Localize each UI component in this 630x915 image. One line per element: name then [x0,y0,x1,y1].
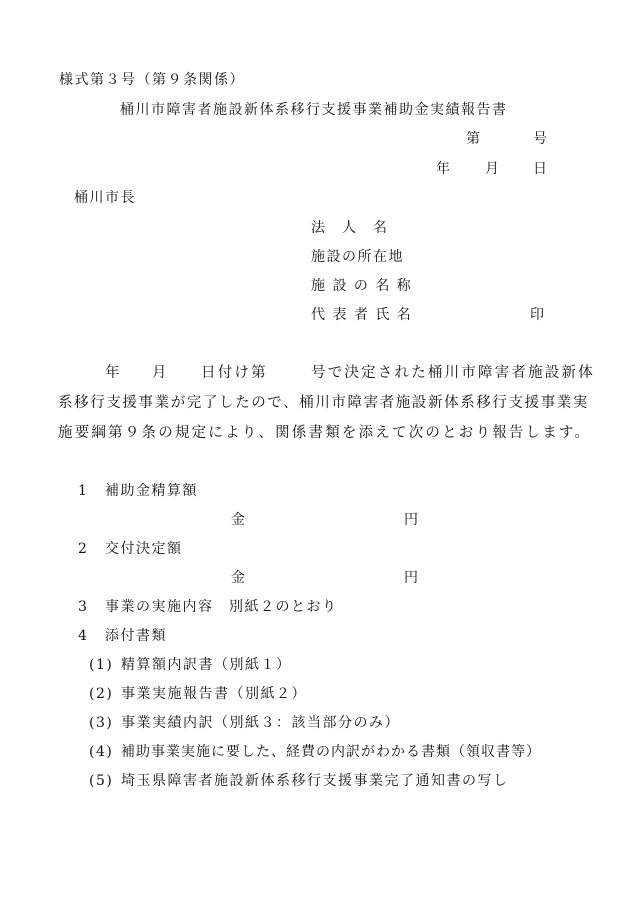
attachment-1-text: 精算額内訳書（別紙１） [121,657,292,673]
item-3-number: 3 [78,599,89,615]
item-1-number: 1 [78,483,89,499]
attachment-5-text: 埼玉県障害者施設新体系移行支援事業完了通知書の写し [121,773,509,789]
body-line-3: 施要綱第９条の規定により、関係書類を添えて次のとおり報告します。 [58,425,592,441]
item-1-label: 補助金精算額 [105,483,198,499]
attachment-1-number: (1) [89,657,114,673]
body-line-2: 系移行支援事業が完了したので、桶川市障害者施設新体系移行支援事業実 [58,395,590,411]
item-2-amount-suffix: 円 [404,570,420,586]
body-year: 年 [105,365,122,381]
addressee: 桶川市長 [74,190,136,206]
corporation-name-label: 法 人 名 [311,220,389,236]
seal-mark: 印 [530,307,546,323]
attachment-3-text: 事業実績内訳（別紙３：該当部分のみ） [121,715,400,731]
date-month: 月 [485,161,501,177]
facility-name-label: 施 設 の 名 称 [311,278,413,294]
item-2-amount-prefix: 金 [231,570,247,586]
date-year: 年 [436,161,452,177]
document-no-prefix: 第 [466,131,482,147]
item-2-number: 2 [78,541,89,557]
item-1-amount-suffix: 円 [404,512,420,528]
attachment-4-text: 補助事業実施に要した、経費の内訳がわかる書類（領収書等） [121,744,541,760]
body-month: 月 [152,365,169,381]
facility-address-label: 施設の所在地 [311,249,404,265]
attachment-2-number: (2) [89,686,114,702]
item-4-label: 添付書類 [105,628,167,644]
form-number: 様式第３号（第９条関係） [59,72,245,88]
document-title: 桶川市障害者施設新体系移行支援事業補助金実績報告書 [120,102,508,118]
body-day-no: 日付け第 [201,365,268,381]
document-no-suffix: 号 [533,131,549,147]
attachment-4-number: (4) [89,744,114,760]
date-day: 日 [533,161,549,177]
body-line-1-rest: 号で決定された桶川市障害者施設新体 [311,365,595,381]
representative-label: 代 表 者 氏 名 [311,307,413,323]
attachment-5-number: (5) [89,773,114,789]
item-4-number: 4 [78,628,89,644]
item-1-amount-prefix: 金 [231,512,247,528]
attachment-2-text: 事業実施報告書（別紙２） [121,686,307,702]
attachment-3-number: (3) [89,715,114,731]
item-2-label: 交付決定額 [105,541,183,557]
item-3-label: 事業の実施内容 別紙２のとおり [105,599,338,615]
